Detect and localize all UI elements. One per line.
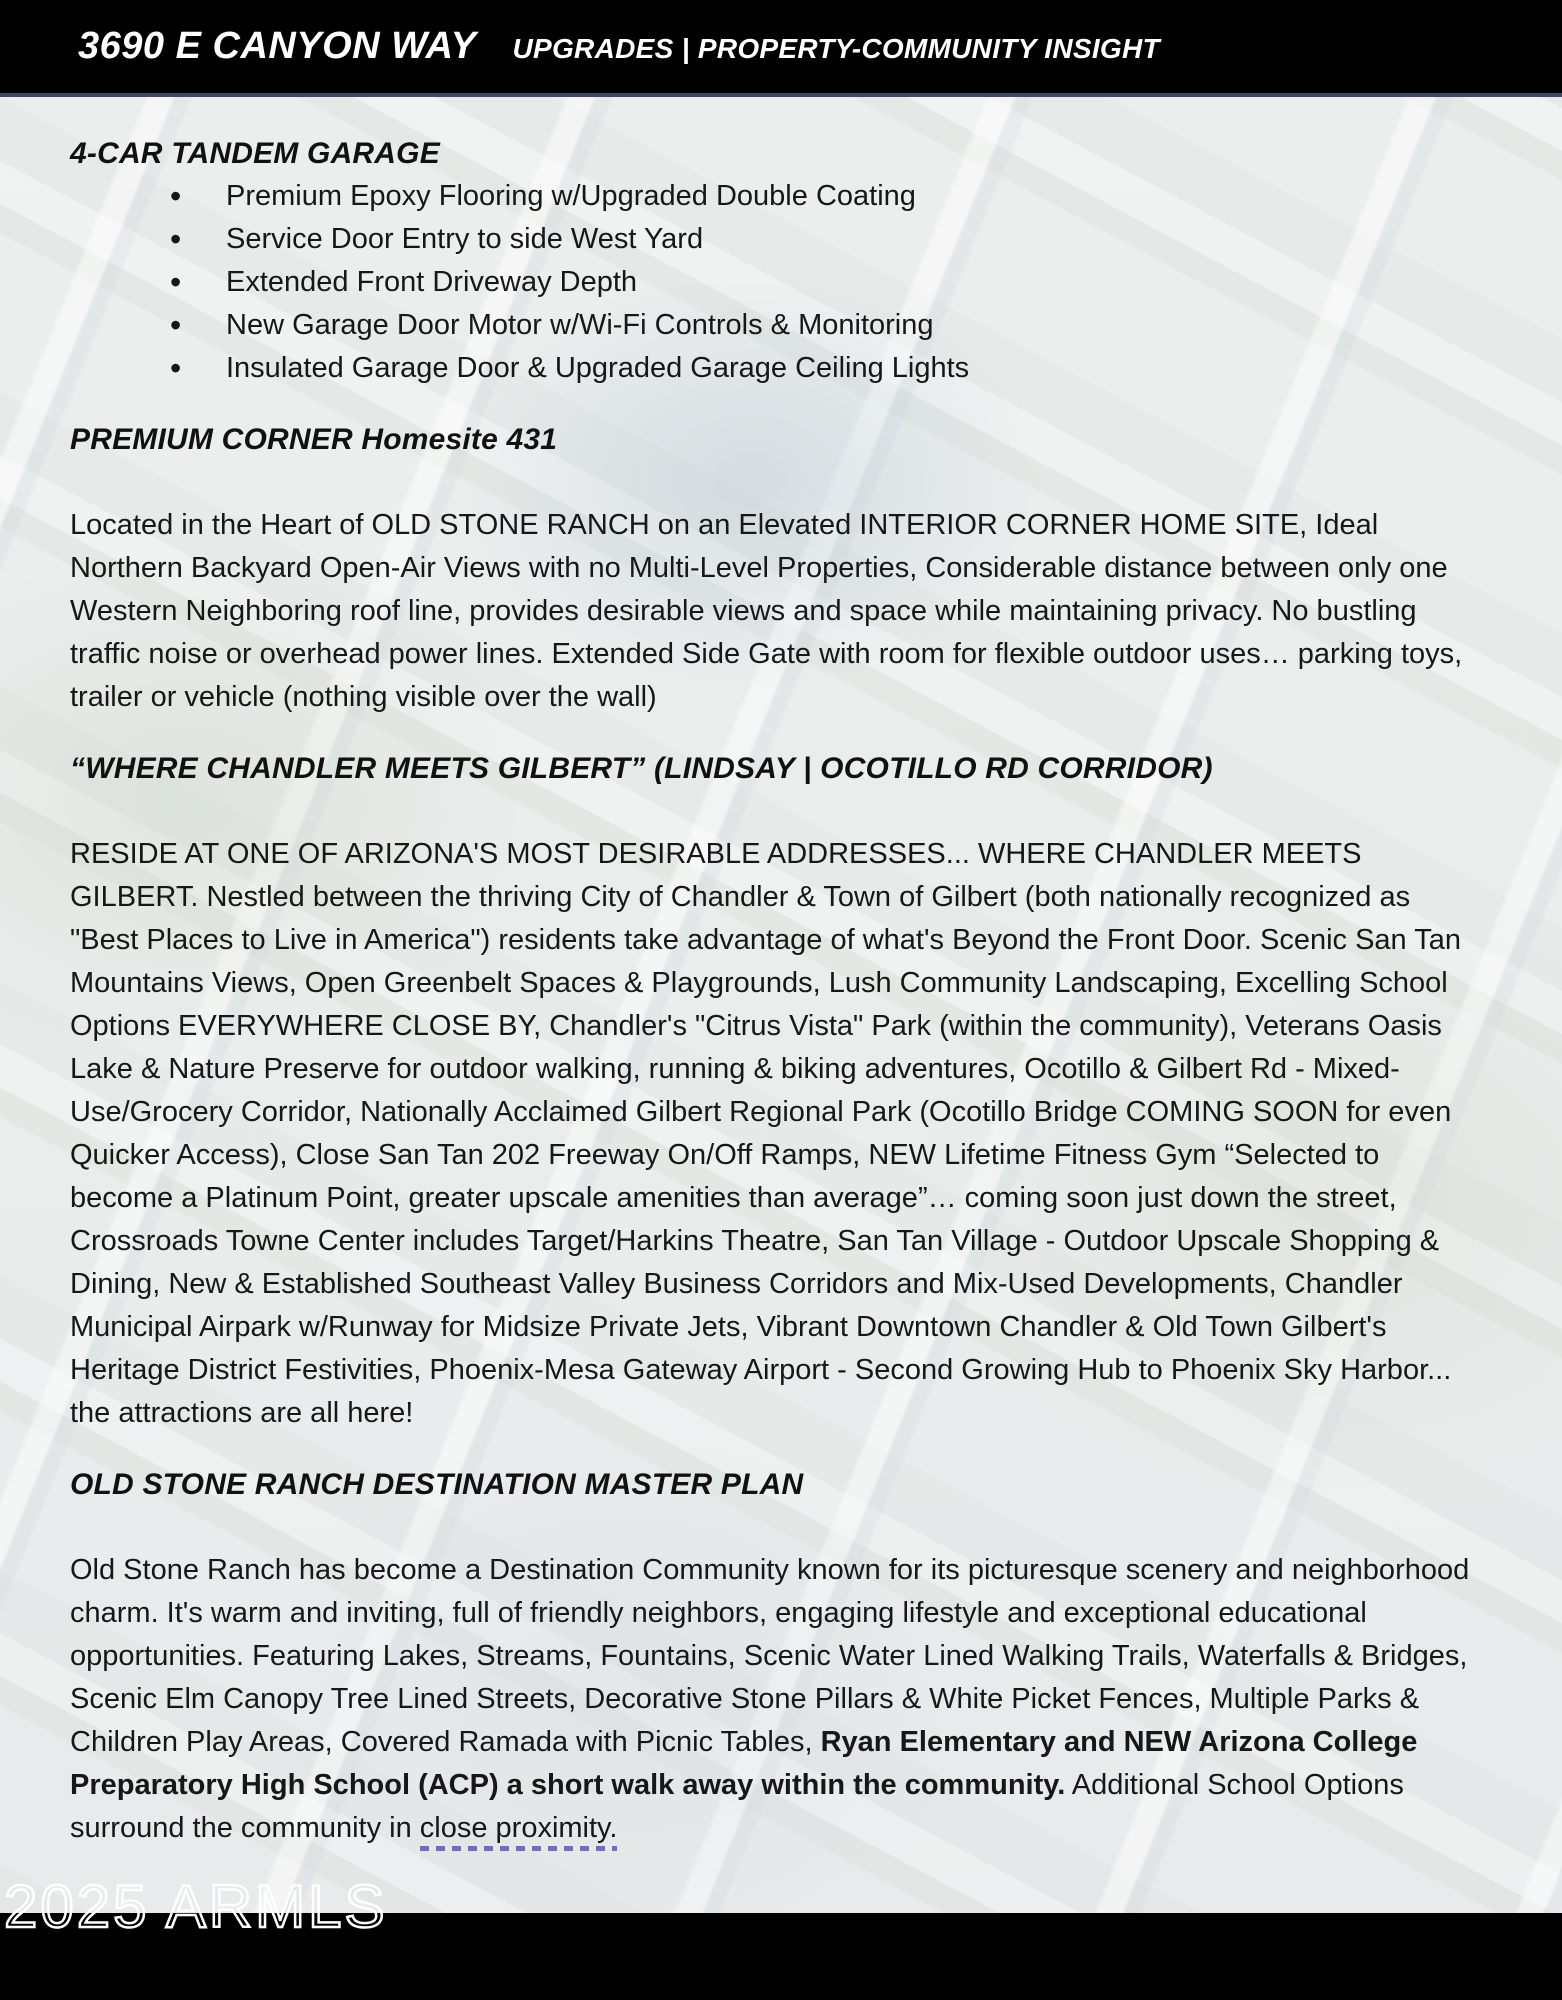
bullet-item: • Premium Epoxy Flooring w/Upgraded Double Coating xyxy=(170,175,1488,218)
premium-corner-heading: PREMIUM CORNER Homesite 431 xyxy=(70,423,558,456)
master-plan-paragraph xyxy=(70,1549,1470,1850)
master-plan-text-bold: Ryan Elementary and NEW Arizona College Preparatory High School (ACP) a short walk away within the community. xyxy=(70,1726,1418,1801)
premium-corner-paragraph: Located in the Heart of OLD STONE RANCH on an Elevated INTERIOR CORNER HOME SITE, Ideal Northern Backyard Open-Air Views with no Multi-Level Properties, Considerable distance between only one Western Neighboring roof line, provides desirable views and space while maintaining privacy. No bustling traffic noise or overhead power lines. Extended Side Gate with room for flexible outdoor uses… parking toys, trailer or vehicle (nothing visible over the wall) xyxy=(70,509,1463,713)
header-subtitle: UPGRADES | PROPERTY-COMMUNITY INSIGHT xyxy=(512,32,1160,64)
flyer-content xyxy=(0,101,1562,1850)
garage-bullet-list xyxy=(70,175,1488,390)
bullet-item: • Extended Front Driveway Depth xyxy=(170,261,1488,304)
chandler-gilbert-heading: “WHERE CHANDLER MEETS GILBERT” (LINDSAY | OCOTILLO RD CORRIDOR) xyxy=(70,752,1213,785)
bullet-item: • New Garage Door Motor w/Wi-Fi Controls & Monitoring xyxy=(170,304,1488,347)
close-proximity-underlined-text: close proximity. xyxy=(420,1812,618,1851)
bullet-item: • Insulated Garage Door & Upgraded Garage Ceiling Lights xyxy=(170,347,1488,390)
chandler-gilbert-paragraph: RESIDE AT ONE OF ARIZONA'S MOST DESIRABLE ADDRESSES... WHERE CHANDLER MEETS GILBERT. Nestled between the thriving City of Chandler & Town of Gilbert (both nationally recognized as "Best Places to Live in America") residents take advantage of what's Beyond the Front Door. Scenic San Tan Mountains Views, Open Greenbelt Spaces & Playgrounds, Lush Community Landscaping, Excelling School Options EVERYWHERE CLOSE BY, Chandler's "Citrus Vista" Park (within the community), Veterans Oasis Lake & Nature Preserve for outdoor walking, running & biking adventures, Ocotillo & Gilbert Rd - Mixed-Use/Grocery Corridor, Nationally Acclaimed Gilbert Regional Park (Ocotillo Bridge COMING SOON for even Quicker Access), Close San Tan 202 Freeway On/Off Ramps, NEW Lifetime Fitness Gym “Selected to become a Platinum Point, greater upscale amenities than average”… coming soon just down the street, Crossroads Towne Center includes Target/Harkins Theatre, San Tan Village - Outdoor Upscale Shopping & Dining, New & Established Southeast Valley Business Corridors and Mix-Used Developments, Chandler Municipal Airpark w/Runway for Midsize Private Jets, Vibrant Downtown Chandler & Old Town Gilbert's Heritage District Festivities, Phoenix-Mesa Gateway Airport - Second Growing Hub to Phoenix Sky Harbor... the attractions are all here! xyxy=(70,838,1461,1429)
bullet-item: • Service Door Entry to side West Yard xyxy=(170,218,1488,261)
property-address: 3690 E CANYON WAY xyxy=(78,25,477,67)
master-plan-heading: OLD STONE RANCH DESTINATION MASTER PLAN xyxy=(70,1468,804,1501)
garage-section-heading: 4-CAR TANDEM GARAGE xyxy=(70,137,440,170)
master-plan-text-regular: Old Stone Ranch has become a Destination Community known for its picturesque scenery and neighborhood charm. It's warm and inviting, full of friendly neighbors, engaging lifestyle and exceptional educational opportunities. Featuring Lakes, Streams, Fountains, Scenic Water Lined Walking Trails, Waterfalls & Bridges, Scenic Elm Canopy Tree Lined Streets, Decorative Stone Pillars & White Picket Fences, Multiple Parks & Children Play Areas, Covered Ramada with Picnic Tables, xyxy=(70,1554,1470,1758)
header-bar xyxy=(0,0,1562,97)
master-plan-text-after-bold: Additional School Options surround the community in xyxy=(70,1769,1404,1844)
armls-watermark: 2025 ARMLS xyxy=(4,1873,388,1940)
